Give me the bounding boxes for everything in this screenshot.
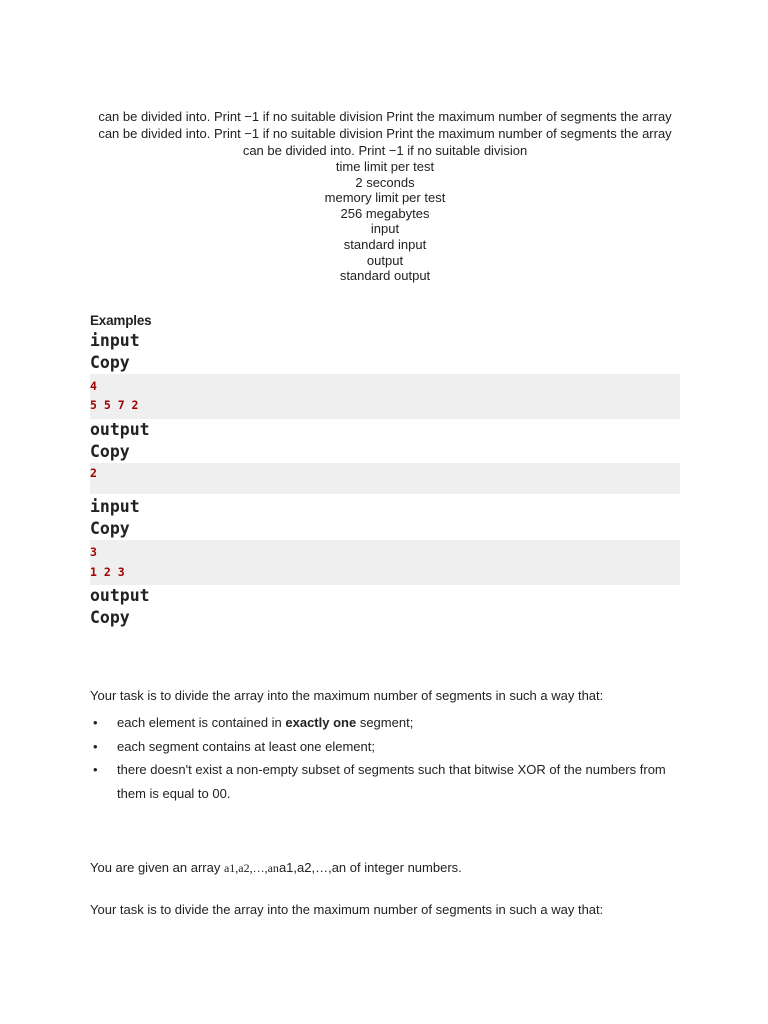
code-line: 1 2 3 [90, 564, 125, 579]
condition-text: each element is contained in [117, 715, 286, 731]
code-line: 2 [90, 465, 97, 480]
copy-output-button[interactable]: Copy [90, 441, 130, 461]
problem-header [90, 108, 680, 284]
array-math: a1,a2,…,an [223, 861, 279, 876]
condition-text: each segment contains at least one element; [117, 738, 375, 754]
conditions-list [90, 711, 680, 805]
list-item [90, 735, 680, 759]
output-spec-line: can be divided into. Print −1 if no suitable division Print the maximum number of segments the array [98, 109, 672, 124]
example-input-box [90, 540, 680, 585]
copy-output-button[interactable]: Copy [90, 608, 130, 628]
example-output-label: output [90, 419, 150, 439]
input-value: standard input [343, 236, 427, 252]
condition-bold-text: exactly one [285, 715, 357, 731]
memory-limit-value: 256 megabytes [340, 205, 430, 221]
list-item [90, 758, 680, 805]
example-input-label: input [90, 497, 140, 517]
example-input-box [90, 374, 680, 419]
output-spec-line: can be divided into. Print −1 if no suitable division [242, 143, 528, 158]
problem-page [90, 108, 680, 919]
list-item [90, 711, 680, 735]
output-label: output [366, 252, 404, 268]
example-output-box [90, 463, 680, 495]
output-value: standard output [339, 268, 431, 284]
code-line: 4 [90, 378, 97, 393]
task-paragraph-repeat: Your task is to divide the array into the maximum number of segments in such a way that: [90, 902, 604, 918]
given-paragraph [90, 859, 680, 877]
copy-input-button[interactable]: Copy [90, 352, 130, 372]
input-label: input [370, 221, 400, 237]
code-line: 5 5 7 2 [90, 398, 139, 413]
example-input-label: input [90, 330, 140, 350]
code-line: 3 [90, 545, 97, 560]
given-text: You are given an array [90, 860, 224, 876]
memory-limit-label: memory limit per test [324, 190, 446, 206]
time-limit-label: time limit per test [335, 159, 435, 174]
task-paragraph: Your task is to divide the array into the maximum number of segments in such a way that: [90, 688, 604, 704]
output-spec-line: can be divided into. Print −1 if no suitable division Print the maximum number of segments the array [98, 126, 672, 141]
time-limit-value: 2 seconds [355, 174, 415, 190]
copy-input-button[interactable]: Copy [90, 519, 130, 539]
examples-heading: Examples [90, 312, 152, 328]
example-output-label: output [90, 586, 150, 606]
given-text: a1,a2,…,an of integer numbers. [278, 860, 462, 876]
condition-text: segment; [356, 715, 414, 731]
condition-text: there doesn't exist a non-empty subset of segments such that bitwise XOR of the numbers from them is equal to 00. [117, 762, 666, 801]
